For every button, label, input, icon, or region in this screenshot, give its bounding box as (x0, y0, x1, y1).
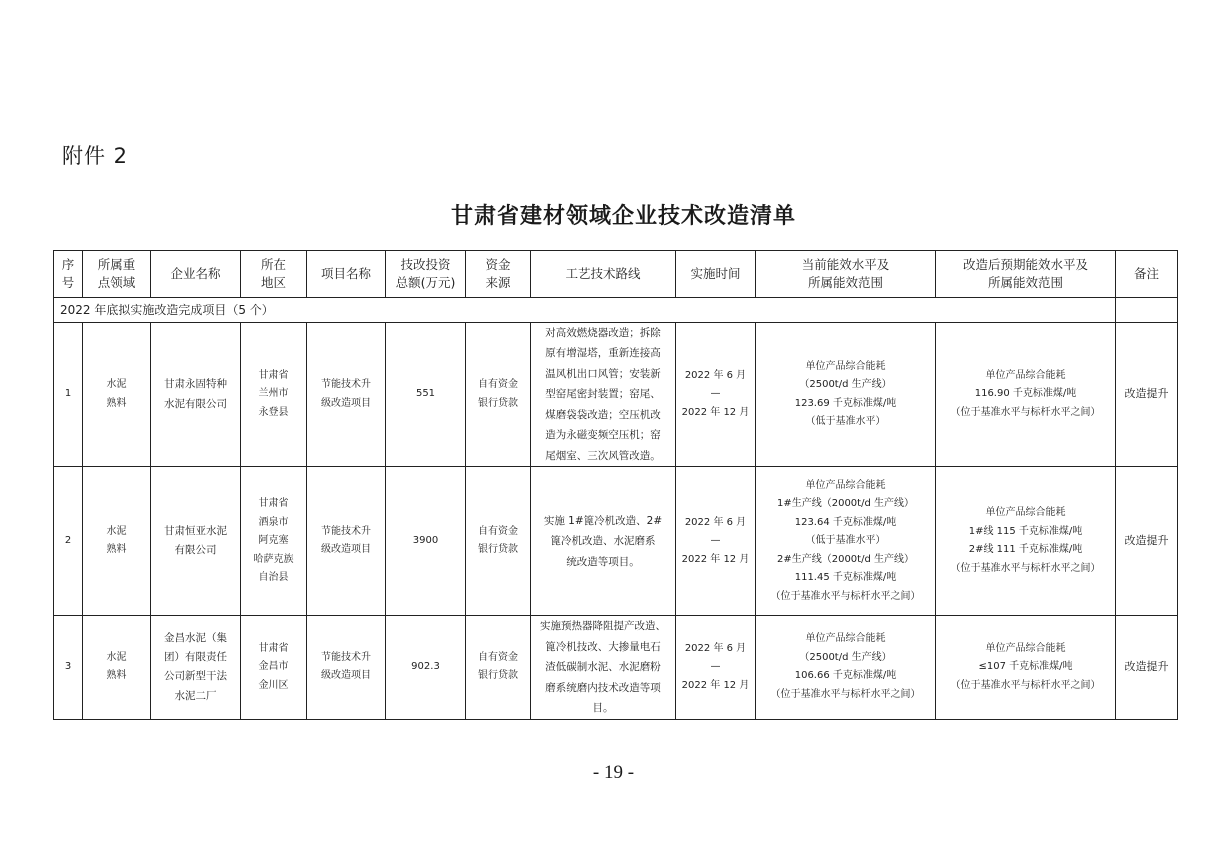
header-col-region: 所在 地区 (241, 251, 307, 298)
row-route: 实施 1#篦冷机改造、2# 篦冷机改造、水泥磨系 统改造等项目。 (531, 467, 676, 616)
row-field: 水泥 熟料 (83, 616, 151, 719)
row-company: 甘肃恒亚水泥 有限公司 (151, 467, 241, 616)
header-col-field: 所属重 点领域 (83, 251, 151, 298)
row-field: 水泥 熟料 (83, 323, 151, 467)
row-region: 甘肃省 酒泉市 阿克塞 哈萨克族 自治县 (241, 467, 307, 616)
row-remark: 改造提升 (1116, 616, 1178, 719)
row-project: 节能技术升 级改造项目 (307, 467, 386, 616)
row-expected-efficiency: 单位产品综合能耗 116.90 千克标准煤/吨 （位于基准水平与标杆水平之间） (936, 323, 1116, 467)
row-time: 2022 年 6 月 — 2022 年 12 月 (676, 323, 756, 467)
row-expected-efficiency: 单位产品综合能耗 ≤107 千克标准煤/吨 （位于基准水平与标杆水平之间） (936, 616, 1116, 719)
row-project: 节能技术升 级改造项目 (307, 323, 386, 467)
header-col-project: 项目名称 (307, 251, 386, 298)
row-funding: 自有资金 银行贷款 (466, 467, 531, 616)
row-route: 实施预热器降阻提产改造、 篦冷机技改、大掺量电石 渣低碳制水泥、水泥磨粉 磨系统磨内技术改造等项 目。 (531, 616, 676, 719)
row-time: 2022 年 6 月 — 2022 年 12 月 (676, 467, 756, 616)
row-current-efficiency: 单位产品综合能耗 1#生产线（2000t/d 生产线） 123.64 千克标准煤/吨 （低于基准水平） 2#生产线（2000t/d 生产线） 111.45 千克标准煤/吨 （位于基准水平与标杆水平之间） (756, 467, 936, 616)
row-field: 水泥 熟料 (83, 467, 151, 616)
row-current-efficiency: 单位产品综合能耗 （2500t/d 生产线） 106.66 千克标准煤/吨 （位于基准水平与标杆水平之间） (756, 616, 936, 719)
table-header-row (54, 251, 1178, 298)
attachment-label: 附件 2 (62, 144, 129, 168)
row-remark: 改造提升 (1116, 323, 1178, 467)
row-no: 2 (54, 467, 83, 616)
row-expected-efficiency: 单位产品综合能耗 1#线 115 千克标准煤/吨 2#线 111 千克标准煤/吨 （位于基准水平与标杆水平之间） (936, 467, 1116, 616)
row-no: 1 (54, 323, 83, 467)
row-remark: 改造提升 (1116, 467, 1178, 616)
header-col-no: 序 号 (54, 251, 83, 298)
row-route: 对高效燃烧器改造；拆除 原有增湿塔，重新连接高 温风机出口风管；安装新 型窑尾密封装置；窑尾、 煤磨袋袋改造；空压机改 造为永磁变频空压机；窑 尾烟室、三次风管改造。 (531, 323, 676, 467)
section-row (54, 298, 1178, 323)
row-company: 金昌水泥（集 团）有限责任 公司新型干法 水泥二厂 (151, 616, 241, 719)
row-region: 甘肃省 金昌市 金川区 (241, 616, 307, 719)
row-investment: 551 (386, 323, 466, 467)
header-col-expected-efficiency: 改造后预期能效水平及 所属能效范围 (936, 251, 1116, 298)
header-col-company: 企业名称 (151, 251, 241, 298)
row-company: 甘肃永固特种 水泥有限公司 (151, 323, 241, 467)
section-remark-cell (1116, 298, 1178, 323)
header-col-investment: 技改投资 总额(万元) (386, 251, 466, 298)
page-number: - 19 - (592, 762, 635, 783)
table-row (54, 467, 1178, 616)
row-investment: 902.3 (386, 616, 466, 719)
row-investment: 3900 (386, 467, 466, 616)
row-no: 3 (54, 616, 83, 719)
row-region: 甘肃省 兰州市 永登县 (241, 323, 307, 467)
table-row (54, 323, 1178, 467)
header-col-route: 工艺技术路线 (531, 251, 676, 298)
table-row (54, 616, 1178, 719)
row-time: 2022 年 6 月 — 2022 年 12 月 (676, 616, 756, 719)
header-col-current-efficiency: 当前能效水平及 所属能效范围 (756, 251, 936, 298)
renovation-list-table (53, 250, 1178, 720)
header-col-time: 实施时间 (676, 251, 756, 298)
section-label: 2022 年底拟实施改造完成项目（5 个） (54, 298, 1116, 323)
document-title: 甘肃省建材领域企业技术改造清单 (450, 204, 796, 229)
row-current-efficiency: 单位产品综合能耗 （2500t/d 生产线） 123.69 千克标准煤/吨 （低于基准水平） (756, 323, 936, 467)
row-project: 节能技术升 级改造项目 (307, 616, 386, 719)
header-col-remark: 备注 (1116, 251, 1178, 298)
row-funding: 自有资金 银行贷款 (466, 323, 531, 467)
header-col-funding: 资金 来源 (466, 251, 531, 298)
row-funding: 自有资金 银行贷款 (466, 616, 531, 719)
